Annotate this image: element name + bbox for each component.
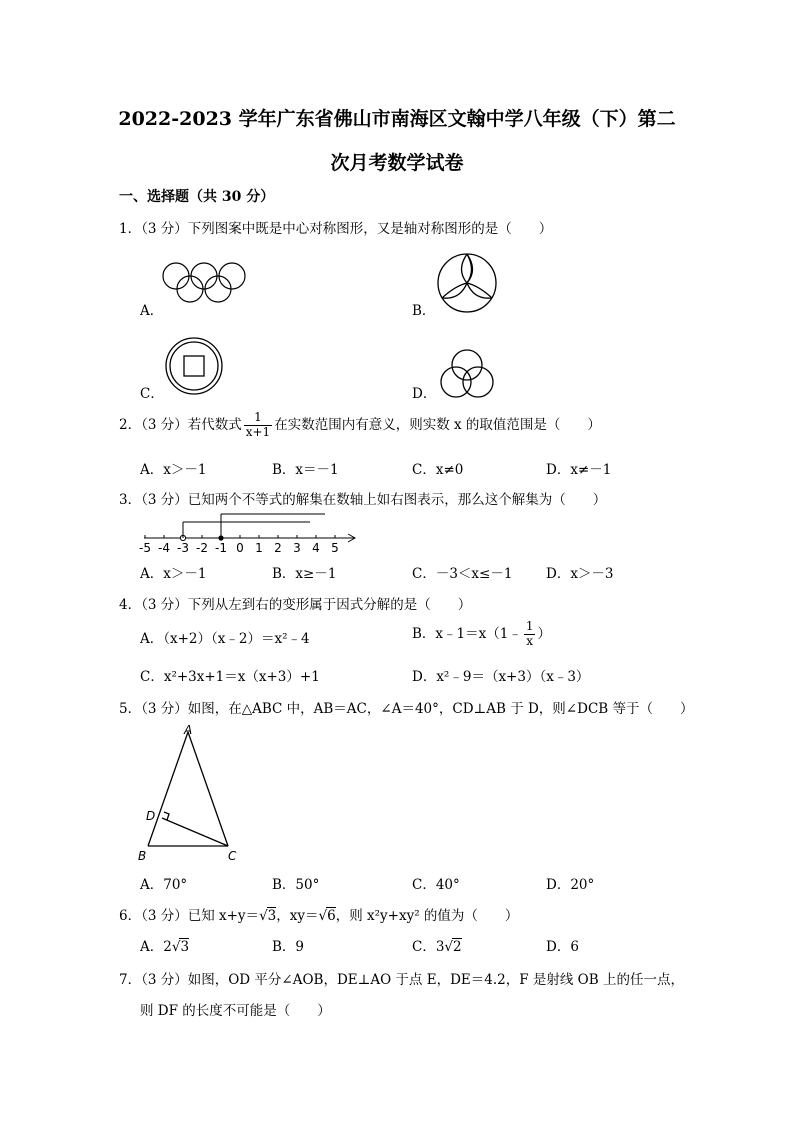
q1-option-d: D． xyxy=(412,386,437,402)
q3-option-b: B．x≥－1 xyxy=(272,566,337,582)
q6-stem-mid: ，xy＝ xyxy=(276,908,319,924)
q6-option-a-radicand: 3 xyxy=(180,939,190,955)
number-line-tick-label: -4 xyxy=(158,541,170,555)
q2-stem xyxy=(119,411,601,440)
q4-option-b-pre: B．x﹣1＝x（1﹣ xyxy=(412,625,522,642)
q5-option-b: B．50° xyxy=(272,877,320,893)
label-a: A xyxy=(184,723,193,737)
q6-option-a-pre: A．2 xyxy=(140,939,172,955)
q3-option-c: C．－3＜x≤－1 xyxy=(412,566,513,582)
number-line-tick-label: -1 xyxy=(215,541,227,555)
label-b: B xyxy=(138,849,147,863)
q2-option-b: B．x＝－1 xyxy=(272,462,339,478)
q4-frac-numerator: 1 xyxy=(525,619,534,633)
q1-stem: 1．（3 分）下列图案中既是中心对称图形，又是轴对称图形的是（ ） xyxy=(119,221,553,237)
q4-option-d: D．x²﹣9＝（x+3）（x﹣3） xyxy=(412,669,590,685)
number-line-figure xyxy=(140,510,360,558)
q6-radicand-2: 6 xyxy=(327,908,336,924)
triangle-abc-figure xyxy=(136,722,256,864)
number-line-tick-label: 2 xyxy=(274,541,282,555)
q7-stem-line1: 7．（3 分）如图，OD 平分∠AOB，DE⊥AO 于点 E，DE＝4.2，F 是射线 OB 上的任一点， xyxy=(119,972,684,988)
q2-frac-denominator: x+1 xyxy=(245,424,271,439)
q1-option-c: C． xyxy=(140,386,164,402)
coin-square-hole-icon xyxy=(164,336,224,396)
number-line-tick-label: 5 xyxy=(331,541,339,555)
q5-stem: 5．（3 分）如图，在△ABC 中，AB＝AC，∠A＝40°，CD⊥AB 于 D，则∠DCB 等于（ ） xyxy=(119,701,694,717)
q4-option-b-post: ） xyxy=(537,625,551,642)
number-line-tick-label: 1 xyxy=(255,541,263,555)
q2-option-d: D．x≠－1 xyxy=(546,462,612,478)
number-line-tick-label: -5 xyxy=(139,541,151,555)
q4-option-a: A．（x+2）（x﹣2）＝x²﹣4 xyxy=(140,631,310,647)
q1-option-a: A． xyxy=(140,303,164,319)
q6-option-c-radicand: 2 xyxy=(453,939,462,955)
q5-option-c: C．40° xyxy=(412,877,460,893)
q2-frac-numerator: 1 xyxy=(244,411,272,426)
q2-option-c: C．x≠0 xyxy=(412,462,464,478)
label-c: C xyxy=(228,849,237,863)
q6-option-c: C．3√2 xyxy=(412,939,462,955)
q6-stem-post: ，则 x²y+xy² 的值为（ ） xyxy=(335,908,519,924)
q3-option-d: D．x＞－3 xyxy=(546,566,614,582)
q2-stem-post: 在实数范围内有意义，则实数 x 的取值范围是（ ） xyxy=(274,416,601,433)
q4-stem: 4．（3 分）下列从左到右的变形属于因式分解的是（ ） xyxy=(119,597,472,613)
q4-option-c: C．x²+3x+1＝x（x+3）+1 xyxy=(140,669,320,685)
q6-option-c-pre: C．3 xyxy=(412,939,445,955)
q5-option-a: A．70° xyxy=(140,877,188,893)
number-line-tick-label: -3 xyxy=(177,541,189,555)
section-heading: 一、选择题（共 30 分） xyxy=(119,189,275,205)
page-title-line2: 次月考数学试卷 xyxy=(330,152,464,174)
triquetra-icon xyxy=(438,345,496,399)
page-title-line1: 2022-2023 学年广东省佛山市南海区文翰中学八年级（下）第二 xyxy=(118,108,676,130)
olympic-rings-icon xyxy=(160,260,260,305)
q2-fraction xyxy=(244,411,272,440)
q4-frac-denominator: x xyxy=(526,633,534,648)
q4-option-b-fraction xyxy=(524,620,536,649)
q6-stem-pre: 6．（3 分）已知 x+y＝ xyxy=(119,908,260,924)
q6-radicand-1: 3 xyxy=(267,908,277,924)
q7-stem-line2: 则 DF 的长度不可能是（ ） xyxy=(140,1003,331,1019)
q5-option-d: D．20° xyxy=(546,877,595,893)
q2-option-a: A．x＞－1 xyxy=(140,462,207,478)
q1-option-b: B． xyxy=(412,303,436,319)
number-line-tick-label: 0 xyxy=(236,541,244,555)
q4-option-b xyxy=(412,620,551,649)
label-d: D xyxy=(146,809,156,823)
q6-option-b: B．9 xyxy=(272,939,305,955)
q6-option-a: A．2√3 xyxy=(140,939,190,955)
number-line-tick-label: -2 xyxy=(196,541,208,555)
q2-stem-pre: 2．（3 分）若代数式 xyxy=(119,416,242,433)
q3-stem: 3．（3 分）已知两个不等式的解集在数轴上如右图表示，那么这个解集为（ ） xyxy=(119,492,607,508)
q3-option-a: A．x＞－1 xyxy=(140,566,207,582)
q6-option-d: D．6 xyxy=(546,939,579,955)
circle-three-arcs-icon xyxy=(436,252,498,314)
number-line-tick-label: 3 xyxy=(293,541,301,555)
q6-stem: 6．（3 分）已知 x+y＝√3，xy＝√6，则 x²y+xy² 的值为（ ） xyxy=(119,908,519,924)
number-line-tick-label: 4 xyxy=(312,541,320,555)
